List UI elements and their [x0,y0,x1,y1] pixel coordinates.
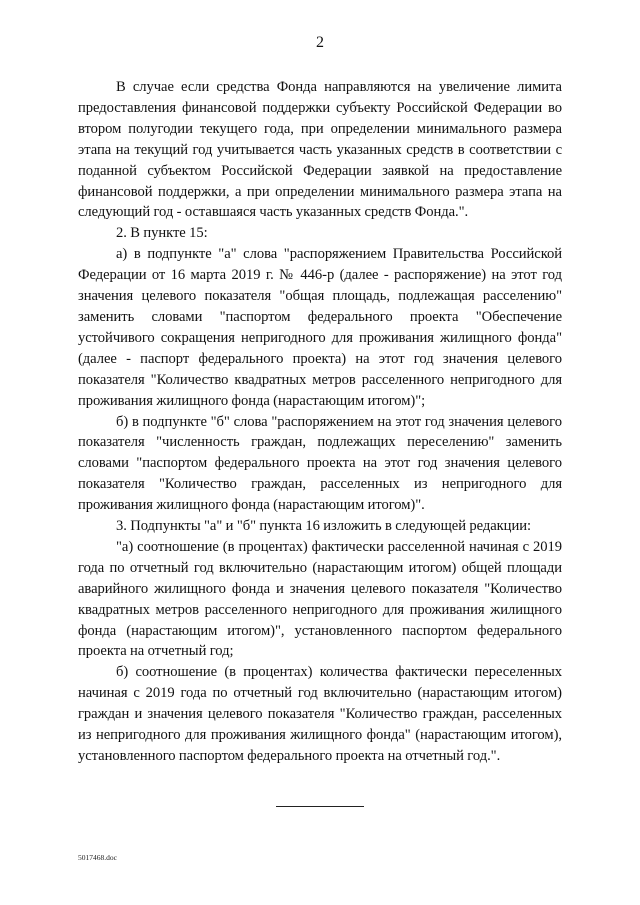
paragraph-item-15-b: б) в подпункте "б" слова "распоряжением на этот год значения целевого показателя "численность граждан, подлежащих переселению" заменить словами "паспортом федерального проекта на этот год значения целевого показателя "Количество граждан, расселенных из непригодного для проживания жилищного фонда (нарастающим итогом)". [78,413,562,514]
paragraph-item-15-a: а) в подпункте "а" слова "распоряжением Правительства Российской Федерации от 16 марта 2019 г. № 446-р (далее - распоряжение) на этот год значения целевого показателя "общая площадь, подлежащая расселению" заменить словами "паспортом федерального проекта "Обеспечение устойчивого сокращения непригодного для проживания жилищного фонда" (далее - паспорт федерального проекта) на этот год значения целевого показателя "Количество квадратных метров расселенного непригодного для проживания жилищного фонда (нарастающим итогом)"; [78,246,562,409]
paragraph-item-16-a: "а) соотношение (в процентах) фактически расселенной начиная с 2019 года по отчетный год включительно (нарастающим итогом) общей площади аварийного жилищного фонда и значения целевого показателя "Количество квадратных метров расселенного непригодного для проживания жилищного фонда (нарастающим итогом)", установленного паспортом федерального проекта на отчетный год; [78,538,562,660]
page-number: 2 [316,34,324,51]
paragraph-item-16-b: б) соотношение (в процентах) количества фактически переселенных начиная с 2019 года по отчетный год включительно (нарастающим итогом) граждан и значения целевого показателя "Количество граждан, расселенных из непригодного для проживания жилищного фонда" (нарастающим итогом), установленного паспортом федерального проекта на отчетный год.". [78,664,562,764]
paragraph-item-16-heading: 3. Подпункты "а" и "б" пункта 16 изложить в следующей редакции: [116,518,531,535]
paragraph-fund-limit: В случае если средства Фонда направляются на увеличение лимита предоставления финансовой поддержки субъекту Российской Федерации во втором полугодии текущего года, при определении минимального размера этапа на текущий год учитывается часть указанных средств в соответствии с поданной субъектом Российской Федерации заявкой на предоставление финансовой поддержки, а при определении минимального размера этапа на следующий год - оставшаяся часть указанных средств Фонда.". [78,79,562,221]
end-divider-line [276,806,364,807]
document-body [78,77,562,767]
footer-filename: 5017468.doc [78,853,117,862]
paragraph-item-15-heading: 2. В пункте 15: [116,225,208,242]
